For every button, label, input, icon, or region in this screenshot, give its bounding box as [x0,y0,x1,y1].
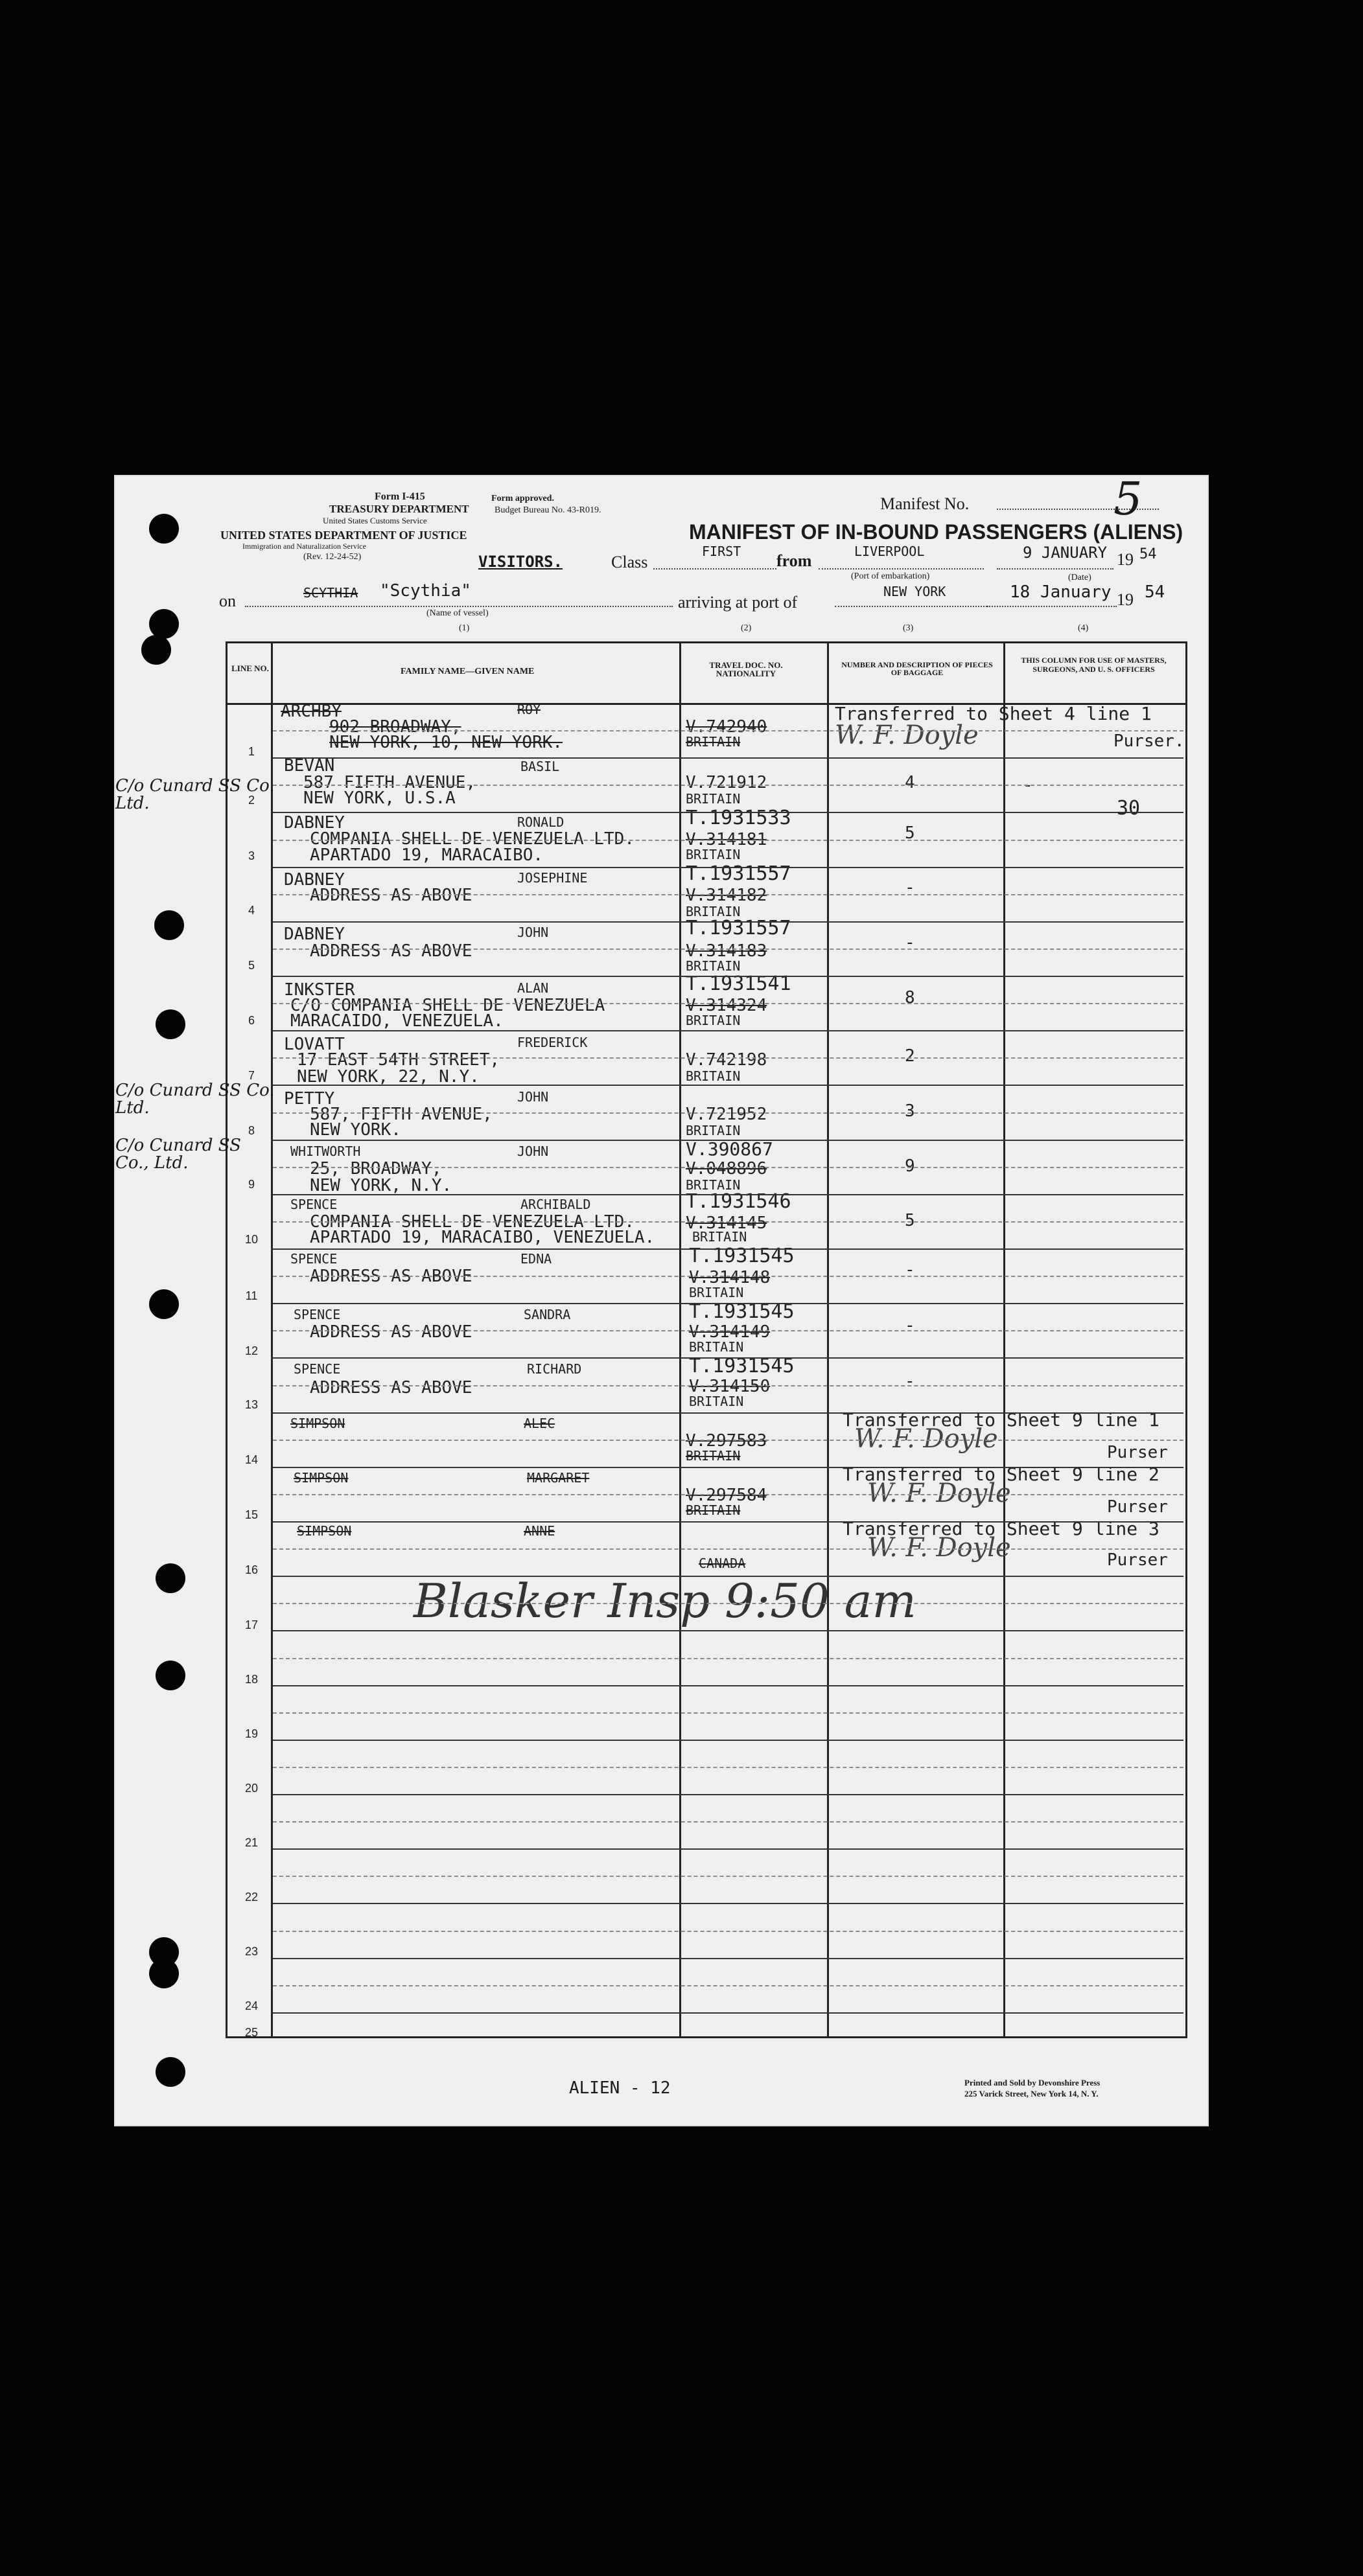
row-subrule [273,785,1183,786]
baggage-count: 4 [905,773,915,792]
line-number: 3 [248,849,255,862]
row-rule [273,1248,1183,1250]
row-rule [273,1903,1183,1904]
passenger-given-name: JOHN [517,1144,549,1159]
row-subrule [273,1276,1183,1277]
col-num-2: (2) [741,623,752,633]
travel-doc: T.1931533 [686,807,791,829]
baggage-count: - [905,878,915,897]
passenger-address: NEW YORK. [310,1120,401,1140]
margin-note: C/o Cunard SS Co. Ltd. [115,776,275,814]
nationality: BRITAIN [689,1339,744,1355]
passenger-address: 17 EAST 54TH STREET, [297,1050,500,1070]
from-line [819,568,984,569]
passenger-address: ADDRESS AS ABOVE [310,941,472,961]
port-value: NEW YORK [883,584,946,599]
passenger-family-name: SPENCE [290,1197,338,1212]
col-num-3: (3) [903,623,914,633]
line-number: 17 [244,1618,259,1631]
punch-hole [156,1661,185,1690]
row-rule [273,1521,1183,1523]
col-num-1: (1) [459,623,470,633]
baggage-note: Transferred to Sheet 4 line 1 [835,703,1152,724]
baggage-count: - [905,1316,915,1335]
manifest-title: MANIFEST OF IN-BOUND PASSENGERS (ALIENS) [689,520,1183,544]
form-approved: Form approved. [491,494,554,503]
on-label: on [219,592,236,610]
row-rule [273,976,1183,977]
travel-doc-old: V.314148 [689,1268,771,1287]
dept-customs: United States Customs Service [323,516,427,525]
travel-doc-old: V.314150 [689,1377,771,1396]
nationality: BRITAIN [686,1013,741,1028]
year1-prefix: 19 [1117,550,1134,569]
col-divider [679,641,681,2036]
date1-line [997,568,1113,569]
punch-hole [149,1959,179,1988]
line-number: 12 [244,1344,259,1357]
passenger-address: 587, FIFTH AVENUE, [310,1105,493,1124]
manifest-sheet [115,472,1207,2125]
line-number: 15 [244,1508,259,1521]
row-subrule [273,1931,1183,1932]
baggage-count: 2 [905,1046,915,1066]
passenger-address: NEW YORK, U.S.A [303,788,456,808]
col-divider [827,641,829,2036]
passenger-given-name: RONALD [517,814,565,830]
line-number: 23 [244,1945,259,1958]
row-rule [273,921,1183,923]
passenger-given-name: FREDERICK [517,1035,588,1050]
class-label: Class [611,553,648,571]
punch-hole [156,2057,185,2087]
year2-value: 54 [1145,582,1165,602]
passenger-address: APARTADO 19, MARACAIBO. [310,845,544,865]
from-label: from [776,551,812,570]
nationality: BRITAIN [689,1394,744,1409]
punch-hole [149,514,179,544]
row-rule [273,1467,1183,1468]
passenger-address: NEW YORK, 10, NEW YORK. [329,733,563,752]
row-subrule [273,1658,1183,1659]
line-number: 13 [244,1398,259,1411]
footer-form-id: ALIEN - 12 [569,2078,671,2098]
passenger-address: ADDRESS AS ABOVE [310,1378,472,1397]
row-rule [273,1030,1183,1031]
passenger-given-name: JOHN [517,925,549,940]
baggage-count: - [905,1372,915,1391]
nationality: BRITAIN [686,847,741,862]
passenger-given-name: ARCHIBALD [520,1197,591,1212]
col-divider [1003,641,1005,2036]
vessel-struck: SCYTHIA [303,585,358,601]
passenger-family-name: INKSTER [284,980,355,1000]
year1-value: 54 [1139,546,1157,562]
officer-note: - [1023,776,1033,795]
passenger-address: ADDRESS AS ABOVE [310,886,472,905]
passenger-address: 25, BROADWAY, [310,1159,442,1179]
manifest-no-label: Manifest No. [880,494,970,513]
travel-doc: V.390867 [686,1138,773,1160]
dept-treasury: TREASURY DEPARTMENT [329,503,469,515]
row-subrule [273,730,1183,731]
passenger-given-name: ALAN [517,980,549,996]
line-number: 18 [244,1673,259,1686]
passenger-family-name: DABNEY [284,813,345,833]
row-subrule [273,1548,1183,1550]
baggage-count: 5 [905,1211,915,1230]
travel-doc: T.1931557 [686,862,791,885]
line-number: 8 [248,1124,255,1137]
handwritten-initials: W. F. Doyle [867,1478,1011,1508]
punch-hole [156,1009,185,1039]
row-subrule [273,1167,1183,1168]
row-rule [273,1685,1183,1686]
passenger-address: ADDRESS AS ABOVE [310,1267,472,1286]
col-num-4: (4) [1078,623,1089,633]
line-number: 4 [248,904,255,917]
nationality: BRITAIN [686,791,741,807]
travel-doc: T.1931557 [686,917,791,939]
travel-doc: V.297583 [686,1431,767,1451]
travel-doc-old: V.314183 [686,941,767,961]
passenger-address: 587 FIFTH AVENUE, [303,773,476,792]
passenger-given-name: ALEC [524,1416,555,1431]
nationality: BRITAIN [686,734,741,750]
row-subrule [273,1003,1183,1004]
dept-ins: Immigration and Naturalization Service [242,542,366,551]
col-divider [271,641,273,2036]
passenger-family-name: SPENCE [294,1307,341,1322]
row-subrule [273,949,1183,950]
row-rule [273,1357,1183,1359]
vessel-value: "Scythia" [380,581,471,601]
row-subrule [273,1821,1183,1823]
baggage-count: 5 [905,823,915,843]
visitors-label: VISITORS. [478,553,563,571]
passenger-given-name: BASIL [520,759,560,774]
line-number: 5 [248,959,255,972]
vessel-label: (Name of vessel) [426,608,489,618]
line-number: 11 [245,1289,258,1302]
passenger-given-name: SANDRA [524,1307,571,1322]
travel-doc: T.1931546 [686,1190,791,1213]
class-value: FIRST [702,544,741,559]
row-rule [273,1194,1183,1195]
line-number: 19 [244,1727,259,1740]
passenger-family-name: ARCHBY [281,702,342,721]
travel-doc-old: V.314182 [686,886,767,905]
passenger-given-name: EDNA [520,1251,552,1267]
travel-doc: V.721912 [686,773,767,792]
passenger-address: NEW YORK, 22, N.Y. [297,1067,480,1087]
handwritten-initials: W. F. Doyle [867,1533,1011,1563]
row-subrule [273,1603,1183,1604]
passenger-family-name: PETTY [284,1089,335,1109]
baggage-note: Transferred to Sheet 9 line 3 [843,1518,1159,1539]
travel-doc: V.297584 [686,1486,767,1505]
date1-value: 9 JANUARY [1023,544,1108,562]
punch-hole [154,910,184,940]
nationality: BRITAIN [686,958,741,974]
class-line [653,568,776,569]
row-subrule [273,1494,1183,1495]
handwritten-initials: W. F. Doyle [835,720,979,750]
baggage-count: 8 [905,988,915,1007]
passenger-family-name: LOVATT [284,1035,345,1054]
passenger-given-name: RICHARD [527,1361,582,1377]
date2-line [987,606,1117,607]
baggage-count: - [905,933,915,952]
row-rule [273,1303,1183,1304]
manifest-no-value: 5 [1113,472,1143,525]
officer-note: Purser [1107,1550,1168,1570]
form-number: Form I-415 [375,491,425,502]
travel-doc-old: V.314181 [686,830,767,849]
nationality: BRITAIN [686,1123,741,1138]
baggage-note: Transferred to Sheet 9 line 1 [843,1409,1159,1431]
col-header-line: LINE NO. [231,663,269,673]
passenger-given-name: JOHN [517,1089,549,1105]
travel-doc: T.1931541 [686,972,791,995]
row-subrule [273,840,1183,841]
inspector-signature: Blasker Insp 9:50 am [414,1574,916,1628]
punch-hole [149,609,179,639]
officer-note-number: 30 [1117,797,1141,820]
col-header-name: FAMILY NAME—GIVEN NAME [401,667,535,676]
nationality: BRITAIN [686,1448,741,1464]
baggage-count: 9 [905,1156,915,1176]
row-rule [273,2012,1183,2014]
travel-doc: T.1931545 [689,1245,795,1267]
passenger-given-name: JOSEPHINE [517,870,588,886]
passenger-family-name: SIMPSON [294,1470,349,1486]
row-subrule [273,894,1183,895]
handwritten-initials: W. F. Doyle [854,1424,998,1454]
passenger-given-name: MARGARET [527,1470,590,1486]
travel-doc: V.721952 [686,1105,767,1124]
passenger-address: COMPANIA SHELL DE VENEZUELA LTD. [310,829,635,849]
passenger-address: C/O COMPANIA SHELL DE VENEZUELA [290,996,605,1015]
line-number: 22 [244,1891,259,1903]
nationality: BRITAIN [686,1502,741,1518]
date-label: (Date) [1068,573,1091,582]
col-header-doc: TRAVEL DOC. NO. NATIONALITY [709,660,783,678]
travel-doc-old: V.314324 [686,996,767,1015]
passenger-given-name: ROY [517,702,541,717]
row-rule [273,757,1183,759]
passenger-address: 902 BROADWAY, [329,717,461,737]
passenger-family-name: DABNEY [284,925,345,944]
nationality: BRITAIN [686,904,741,919]
travel-doc: V.742198 [686,1050,767,1070]
passenger-family-name: SPENCE [290,1251,338,1267]
row-subrule [273,1876,1183,1877]
row-subrule [273,1385,1183,1386]
passenger-family-name: SIMPSON [297,1523,352,1539]
budget-bureau: Budget Bureau No. 43-R019. [495,505,601,515]
row-subrule [273,1767,1183,1768]
row-rule [273,867,1183,868]
row-rule [273,1140,1183,1141]
row-rule [273,812,1183,813]
baggage-note: Transferred to Sheet 9 line 2 [843,1464,1159,1485]
form-revision: (Rev. 12-24-52) [303,552,362,562]
footer-printer-address: 225 Varick Street, New York 14, N. Y. [964,2089,1099,2099]
row-rule [273,1576,1183,1577]
row-rule [273,1794,1183,1795]
passenger-family-name: BEVAN [284,756,335,776]
officer-note: Purser [1107,1497,1168,1517]
margin-note: C/o Cunard SS Co., Ltd. [115,1136,241,1173]
passenger-address: COMPANIA SHELL DE VENEZUELA LTD. [310,1212,635,1232]
travel-doc-old: V.314145 [686,1213,767,1233]
line-number: 7 [248,1069,255,1082]
row-subrule [273,1221,1183,1223]
line-number: 14 [244,1453,259,1466]
officer-note: Purser [1107,1443,1168,1462]
line-number: 16 [244,1563,259,1576]
nationality: BRITAIN [686,1177,741,1193]
travel-doc-old: V.314149 [689,1322,771,1342]
year2-prefix: 19 [1117,590,1134,609]
passenger-given-name: ANNE [524,1523,555,1539]
footer-printer: Printed and Sold by Devonshire Press [964,2078,1101,2087]
passenger-family-name: WHITWORTH [290,1144,361,1159]
embark-label: (Port of embarkation) [851,571,930,581]
nationality: BRITAIN [692,1229,747,1245]
row-rule [273,1630,1183,1631]
passenger-address: ADDRESS AS ABOVE [310,1322,472,1342]
row-rule [273,1740,1183,1741]
row-subrule [273,1440,1183,1441]
port-line [835,606,987,607]
passenger-address: NEW YORK, N.Y. [310,1176,452,1195]
line-number: 9 [248,1178,255,1191]
margin-note: C/o Cunard SS Co. Ltd. [115,1081,275,1118]
nationality: CANADA [699,1556,746,1571]
row-subrule [273,1112,1183,1114]
nationality: BRITAIN [686,1068,741,1084]
row-subrule [273,1057,1183,1059]
line-number: 6 [248,1014,255,1027]
punch-hole [141,635,171,665]
punch-hole [156,1563,185,1593]
baggage-count: - [905,1260,915,1280]
line-number: 10 [244,1233,259,1246]
line-number: 1 [248,745,255,758]
vessel-line [245,606,673,607]
row-rule [273,1958,1183,1959]
travel-doc: T.1931545 [689,1355,795,1377]
passenger-address: MARACAIDO, VENEZUELA. [290,1011,504,1031]
line-number: 25 [244,2026,259,2039]
line-number: 20 [244,1782,259,1795]
line-number: 2 [248,794,255,807]
from-value: LIVERPOOL [854,544,925,559]
officer-note: Purser. [1113,731,1185,751]
row-subrule [273,1330,1183,1331]
row-rule [273,1412,1183,1414]
col-header-baggage: NUMBER AND DESCRIPTION OF PIECES OF BAGGAGE [841,660,993,677]
row-rule [273,1085,1183,1086]
date2-value: 18 January [1010,582,1112,602]
travel-doc: V.742940 [686,717,767,737]
line-number: 24 [244,1999,259,2012]
row-rule [273,1848,1183,1850]
row-subrule [273,1985,1183,1986]
travel-doc: T.1931545 [689,1300,795,1323]
passenger-family-name: SPENCE [294,1361,341,1377]
col-header-officers: THIS COLUMN FOR USE OF MASTERS, SURGEONS, AND U. S. OFFICERS [1021,656,1167,674]
passenger-family-name: SIMPSON [290,1416,345,1431]
arriving-label: arriving at port of [678,593,798,612]
travel-doc-old: V.048896 [686,1159,767,1179]
row-subrule [273,1712,1183,1714]
passenger-address: APARTADO 19, MARACAIBO, VENEZUELA. [310,1228,655,1247]
dept-justice: UNITED STATES DEPARTMENT OF JUSTICE [220,529,467,542]
punch-hole [149,1289,179,1319]
baggage-count: 3 [905,1101,915,1121]
line-number: 21 [244,1836,259,1849]
passenger-family-name: DABNEY [284,870,345,890]
nationality: BRITAIN [689,1285,744,1300]
